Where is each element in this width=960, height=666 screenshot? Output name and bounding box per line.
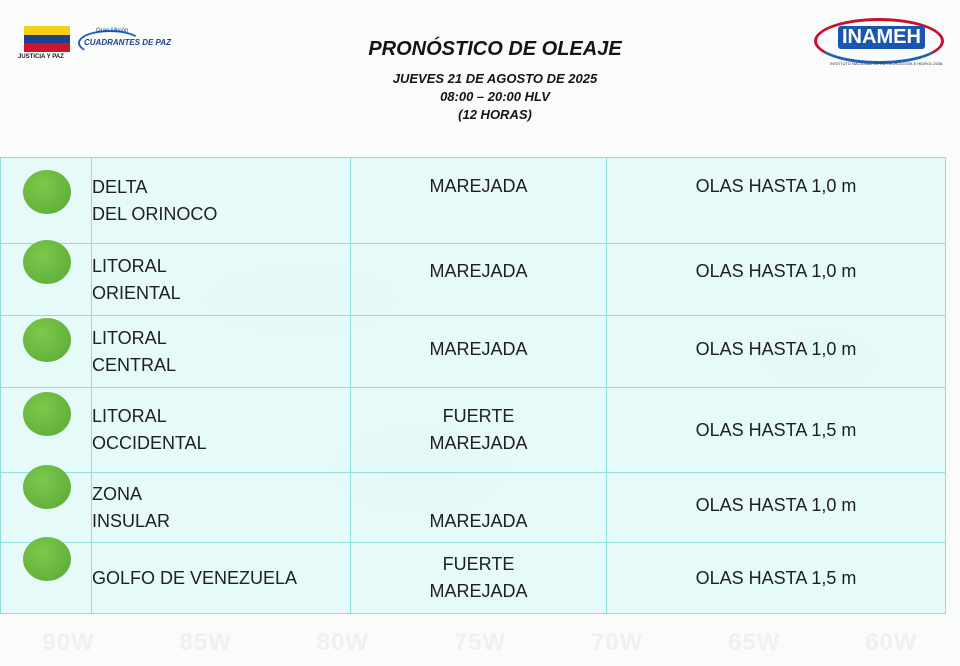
longitude-labels bbox=[0, 628, 960, 658]
gran-mision-big-text: CUADRANTES DE PAZ bbox=[84, 38, 171, 47]
justicia-y-paz-text: JUSTICIA Y PAZ bbox=[18, 54, 64, 60]
condition-label: MAREJADA bbox=[429, 433, 528, 453]
wave-cell bbox=[607, 388, 946, 473]
condition-cell bbox=[351, 316, 607, 388]
status-dot-icon bbox=[23, 170, 71, 214]
zone-cell bbox=[92, 473, 351, 543]
condition-cell bbox=[351, 473, 607, 543]
status-dot-icon bbox=[23, 537, 71, 581]
wave-height: OLAS HASTA 1,0 m bbox=[695, 176, 857, 196]
condition-label: FUERTE bbox=[442, 554, 515, 574]
zone-label: DEL ORINOCO bbox=[92, 203, 218, 224]
table-row bbox=[1, 244, 946, 316]
zone-label: LITORAL bbox=[92, 255, 167, 276]
condition-cell bbox=[351, 543, 607, 614]
table-row bbox=[1, 473, 946, 543]
page-title: PRONÓSTICO DE OLEAJE bbox=[368, 38, 622, 60]
condition-label: MAREJADA bbox=[429, 581, 528, 601]
zone-label: GOLFO DE VENEZUELA bbox=[92, 567, 298, 588]
longitude-label: 85W bbox=[179, 629, 232, 656]
wave-height: OLAS HASTA 1,0 m bbox=[695, 495, 857, 515]
status-dot-icon bbox=[23, 392, 71, 436]
condition-cell bbox=[351, 158, 607, 244]
table-row bbox=[1, 543, 946, 614]
zone-cell bbox=[92, 244, 351, 316]
wave-height: OLAS HASTA 1,0 m bbox=[695, 339, 857, 359]
longitude-label: 70W bbox=[590, 629, 644, 656]
table-row bbox=[1, 388, 946, 473]
zone-label: INSULAR bbox=[92, 510, 171, 531]
forecast-duration: (12 HORAS) bbox=[458, 107, 532, 122]
wave-height: OLAS HASTA 1,5 m bbox=[695, 567, 857, 588]
condition-cell bbox=[351, 388, 607, 473]
zone-label: OCCIDENTAL bbox=[92, 433, 207, 453]
status-dot-icon bbox=[23, 318, 71, 362]
forecast-time: 08:00 – 20:00 HLV bbox=[440, 89, 550, 104]
condition-label: MAREJADA bbox=[429, 261, 528, 281]
status-dot-icon bbox=[23, 240, 71, 284]
longitude-label: 65W bbox=[728, 629, 781, 656]
longitude-label: 60W bbox=[865, 629, 918, 656]
table-row bbox=[1, 316, 946, 388]
longitude-label: 90W bbox=[42, 629, 95, 656]
table-row bbox=[1, 158, 946, 244]
zone-cell bbox=[92, 316, 351, 388]
wave-cell bbox=[607, 543, 946, 614]
condition-label: FUERTE bbox=[442, 406, 515, 426]
wave-cell bbox=[607, 158, 946, 244]
inameh-text: INAMEH bbox=[838, 26, 925, 49]
longitude-label: 80W bbox=[316, 629, 370, 656]
wave-cell bbox=[607, 244, 946, 316]
condition-cell bbox=[351, 244, 607, 316]
zone-label: ORIENTAL bbox=[92, 282, 181, 303]
forecast-table bbox=[0, 157, 946, 614]
header bbox=[0, 0, 960, 150]
condition-label: MAREJADA bbox=[429, 511, 528, 531]
zone-cell bbox=[92, 543, 351, 614]
inameh-subtext: INSTITUTO NACIONAL DE METEOROLOGÍA E HIDROLOGÍA bbox=[830, 61, 943, 66]
zone-cell bbox=[92, 388, 351, 473]
wave-cell bbox=[607, 473, 946, 543]
wave-height: OLAS HASTA 1,0 m bbox=[695, 261, 857, 281]
zone-cell bbox=[92, 158, 351, 244]
longitude-label: 75W bbox=[453, 629, 507, 656]
zone-label: ZONA bbox=[92, 483, 143, 504]
zone-label: DELTA bbox=[92, 176, 148, 197]
condition-label: MAREJADA bbox=[429, 176, 528, 196]
zone-label: LITORAL bbox=[92, 327, 167, 348]
forecast-date: JUEVES 21 DE AGOSTO DE 2025 bbox=[392, 71, 598, 86]
zone-label: CENTRAL bbox=[92, 354, 177, 375]
wave-height: OLAS HASTA 1,5 m bbox=[695, 419, 857, 440]
wave-cell bbox=[607, 316, 946, 388]
zone-label: LITORAL bbox=[92, 406, 167, 426]
condition-label: MAREJADA bbox=[429, 339, 528, 359]
status-dot-icon bbox=[23, 465, 71, 509]
gran-mision-small-text: Gran Misión bbox=[96, 28, 129, 34]
